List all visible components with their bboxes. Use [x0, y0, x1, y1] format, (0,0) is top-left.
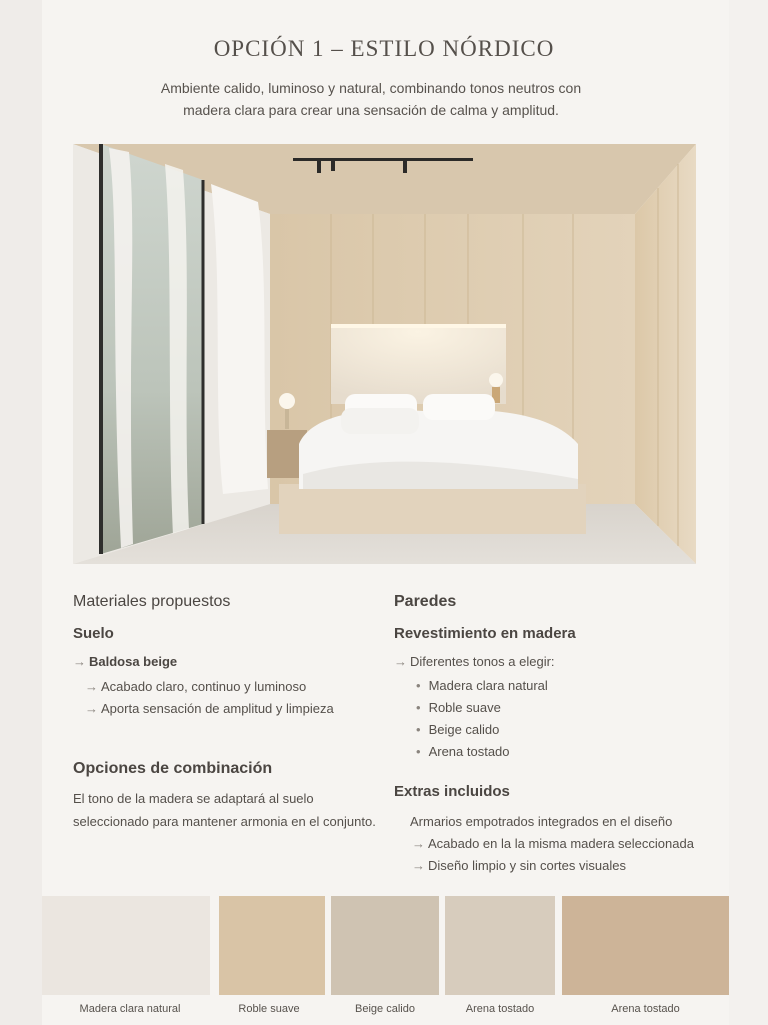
- floor-sub-item: → Acabado claro, continuo y luminoso: [85, 679, 307, 694]
- subtitle-line-1: Ambiente calido, luminoso y natural, combinando tonos neutros con: [160, 80, 582, 96]
- extras-heading: Extras incluidos: [394, 783, 510, 800]
- swatch-label: Beige calido: [355, 1003, 415, 1015]
- floor-main-item: → Baldosa beige: [73, 654, 178, 669]
- wall-option: • Roble suave: [416, 700, 501, 715]
- swatch-arena-tostado-2: [562, 896, 729, 995]
- extras-line: Armarios empotrados integrados en el diseño: [410, 814, 673, 829]
- swatch-label: Roble suave: [238, 1003, 300, 1015]
- extras-sub-item: → Diseño limpio y sin cortes visuales: [412, 858, 626, 873]
- swatch-arena-tostado: [445, 896, 555, 995]
- materials-heading: Materiales propuestos: [73, 593, 231, 610]
- floor-sub-item: → Aporta sensación de amplitud y limpieza: [85, 701, 334, 716]
- extras-sub-item: → Acabado en la la misma madera seleccionada: [412, 836, 694, 851]
- wall-option: • Madera clara natural: [416, 678, 548, 693]
- walls-subheading: Revestimiento en madera: [394, 625, 576, 642]
- right-margin: [729, 0, 768, 1025]
- combination-heading: Opciones de combinación: [73, 760, 273, 777]
- subtitle-line-2: madera clara para crear una sensación de calma y amplitud.: [183, 102, 559, 118]
- swatch-label: Arena tostado: [465, 1003, 535, 1015]
- swatch-label: Madera clara natural: [79, 1003, 181, 1015]
- bedroom-photo: [73, 144, 696, 564]
- swatch-beige-calido: [331, 896, 439, 995]
- combination-text-line-2: seleccionado para mantener armonia en el conjunto.: [73, 814, 376, 829]
- page-subtitle: [0, 77, 742, 121]
- swatch-madera-clara: [42, 896, 210, 995]
- left-margin: [0, 0, 42, 1025]
- walls-heading: Paredes: [394, 593, 457, 610]
- swatch-roble-suave: [219, 896, 325, 995]
- combination-text-line-1: El tono de la madera se adaptará al suelo: [73, 791, 314, 806]
- floor-heading: Suelo: [73, 625, 114, 642]
- wall-option: • Beige calido: [416, 722, 500, 737]
- wall-option: • Arena tostado: [416, 744, 510, 759]
- swatch-label: Arena tostado: [611, 1003, 680, 1015]
- walls-intro: → Diferentes tonos a elegir:: [394, 654, 555, 669]
- page-title: OPCIÓN 1 – ESTILO NÓRDICO: [213, 36, 555, 61]
